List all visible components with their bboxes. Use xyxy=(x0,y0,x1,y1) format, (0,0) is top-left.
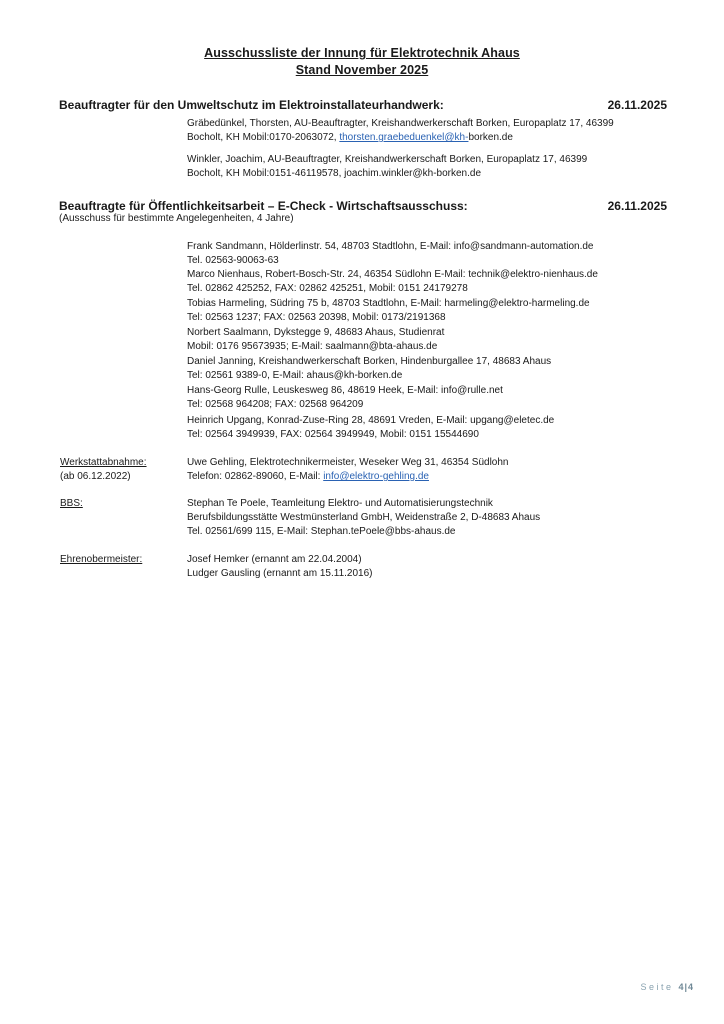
contact-entry xyxy=(187,414,687,442)
ehren-label: Ehrenobermeister: xyxy=(60,554,143,565)
werkstatt-label-block xyxy=(60,456,147,484)
email-link[interactable]: thorsten.graebeduenkel@kh- xyxy=(339,132,469,143)
contact-line: Heinrich Upgang, Konrad-Zuse-Ring 28, 48691 Vreden, E-Mail: upgang@eletec.de xyxy=(187,415,555,426)
contact-entry xyxy=(187,268,687,296)
werkstatt-label: Werkstattabnahme: xyxy=(60,457,147,468)
werkstatt-entry xyxy=(187,456,687,484)
contact-entry xyxy=(187,297,687,325)
contact-text: Telefon: 02862-89060, E-Mail: xyxy=(187,471,324,482)
contact-line: Stephan Te Poele, Teamleitung Elektro- und Automatisierungstechnik xyxy=(187,498,493,509)
contact-line: Tel: 02561 9389-0, E-Mail: ahaus@kh-borken.de xyxy=(187,370,403,381)
section-heading-umweltschutz: Beauftragter für den Umweltschutz im Elektroinstallateurhandwerk: xyxy=(59,98,444,112)
contact-line: Gräbedünkel, Thorsten, AU-Beauftragter, Kreishandwerkerschaft Borken, Europaplatz 17, 46399 xyxy=(187,118,614,129)
contact-line: Tel: 02564 3949939, FAX: 02564 3949949, Mobil: 0151 15544690 xyxy=(187,429,479,440)
contact-line: Bocholt, KH Mobil:0151-46119578, joachim.winkler@kh-borken.de xyxy=(187,168,482,179)
contact-entry xyxy=(187,384,687,412)
email-link[interactable]: info@elektro-gehling.de xyxy=(323,471,429,482)
contact-text: borken.de xyxy=(468,132,513,143)
contact-entry xyxy=(187,240,687,268)
bbs-label-block xyxy=(60,497,83,511)
contact-entry xyxy=(187,117,687,145)
contact-line: Tel. 02561/699 115, E-Mail: Stephan.tePoele@bbs-ahaus.de xyxy=(187,526,456,537)
ehren-entry xyxy=(187,553,687,581)
contact-line: Tobias Harmeling, Südring 75 b, 48703 Stadtlohn, E-Mail: harmeling@elektro-harmeling.de xyxy=(187,298,590,309)
footer-seite: Seite xyxy=(640,982,674,992)
contact-line: Norbert Saalmann, Dykstegge 9, 48683 Ahaus, Studienrat xyxy=(187,327,445,338)
contact-line: Marco Nienhaus, Robert-Bosch-Str. 24, 46354 Südlohn E-Mail: technik@elektro-nienhaus.de xyxy=(187,269,598,280)
contact-line: Ludger Gausling (ernannt am 15.11.2016) xyxy=(187,568,373,579)
contact-line: Tel: 02563 1237; FAX: 02563 20398, Mobil: 0173/2191368 xyxy=(187,312,446,323)
section-subheading-echeck: (Ausschuss für bestimmte Angelegenheiten, 4 Jahre) xyxy=(59,213,294,224)
document-subtitle: Stand November 2025 xyxy=(295,63,429,77)
document-title: Ausschussliste der Innung für Elektrotechnik Ahaus xyxy=(204,46,520,60)
contact-line: Uwe Gehling, Elektrotechnikermeister, Weseker Weg 31, 46354 Südlohn xyxy=(187,457,509,468)
contact-entry xyxy=(187,153,687,181)
page-footer xyxy=(640,982,694,992)
contact-entry xyxy=(187,355,687,383)
section-date-echeck: 26.11.2025 xyxy=(607,199,667,213)
bbs-entry xyxy=(187,497,687,539)
contact-line: Mobil: 0176 95673935; E-Mail: saalmann@bta-ahaus.de xyxy=(187,341,438,352)
section-heading-echeck: Beauftragte für Öffentlichkeitsarbeit – E-Check - Wirtschaftsausschuss: xyxy=(59,199,468,213)
bbs-label: BBS: xyxy=(60,498,83,509)
contact-line: Hans-Georg Rulle, Leuskesweg 86, 48619 Heek, E-Mail: info@rulle.net xyxy=(187,385,503,396)
contact-line: Tel: 02568 964208; FAX: 02568 964209 xyxy=(187,399,364,410)
werkstatt-label-date: (ab 06.12.2022) xyxy=(60,471,131,482)
contact-line: Frank Sandmann, Hölderlinstr. 54, 48703 Stadtlohn, E-Mail: info@sandmann-automation.de xyxy=(187,241,594,252)
page-number: 4|4 xyxy=(678,982,694,992)
contact-line: Josef Hemker (ernannt am 22.04.2004) xyxy=(187,554,362,565)
contact-line: Berufsbildungsstätte Westmünsterland GmbH, Weidenstraße 2, D-48683 Ahaus xyxy=(187,512,541,523)
contact-text: Bocholt, KH Mobil:0170-2063072, xyxy=(187,132,340,143)
section-date-umweltschutz: 26.11.2025 xyxy=(607,98,667,112)
contact-line: Winkler, Joachim, AU-Beauftragter, Kreishandwerkerschaft Borken, Europaplatz 17, 46399 xyxy=(187,154,588,165)
contact-line xyxy=(187,470,687,484)
contact-line: Tel. 02862 425252, FAX: 02862 425251, Mobil: 0151 24179278 xyxy=(187,283,468,294)
contact-line: Tel. 02563-90063-63 xyxy=(187,255,279,266)
contact-line xyxy=(187,131,687,145)
contact-line: Daniel Janning, Kreishandwerkerschaft Borken, Hindenburgallee 17, 48683 Ahaus xyxy=(187,356,552,367)
ehren-label-block xyxy=(60,553,142,567)
contact-entry xyxy=(187,326,687,354)
